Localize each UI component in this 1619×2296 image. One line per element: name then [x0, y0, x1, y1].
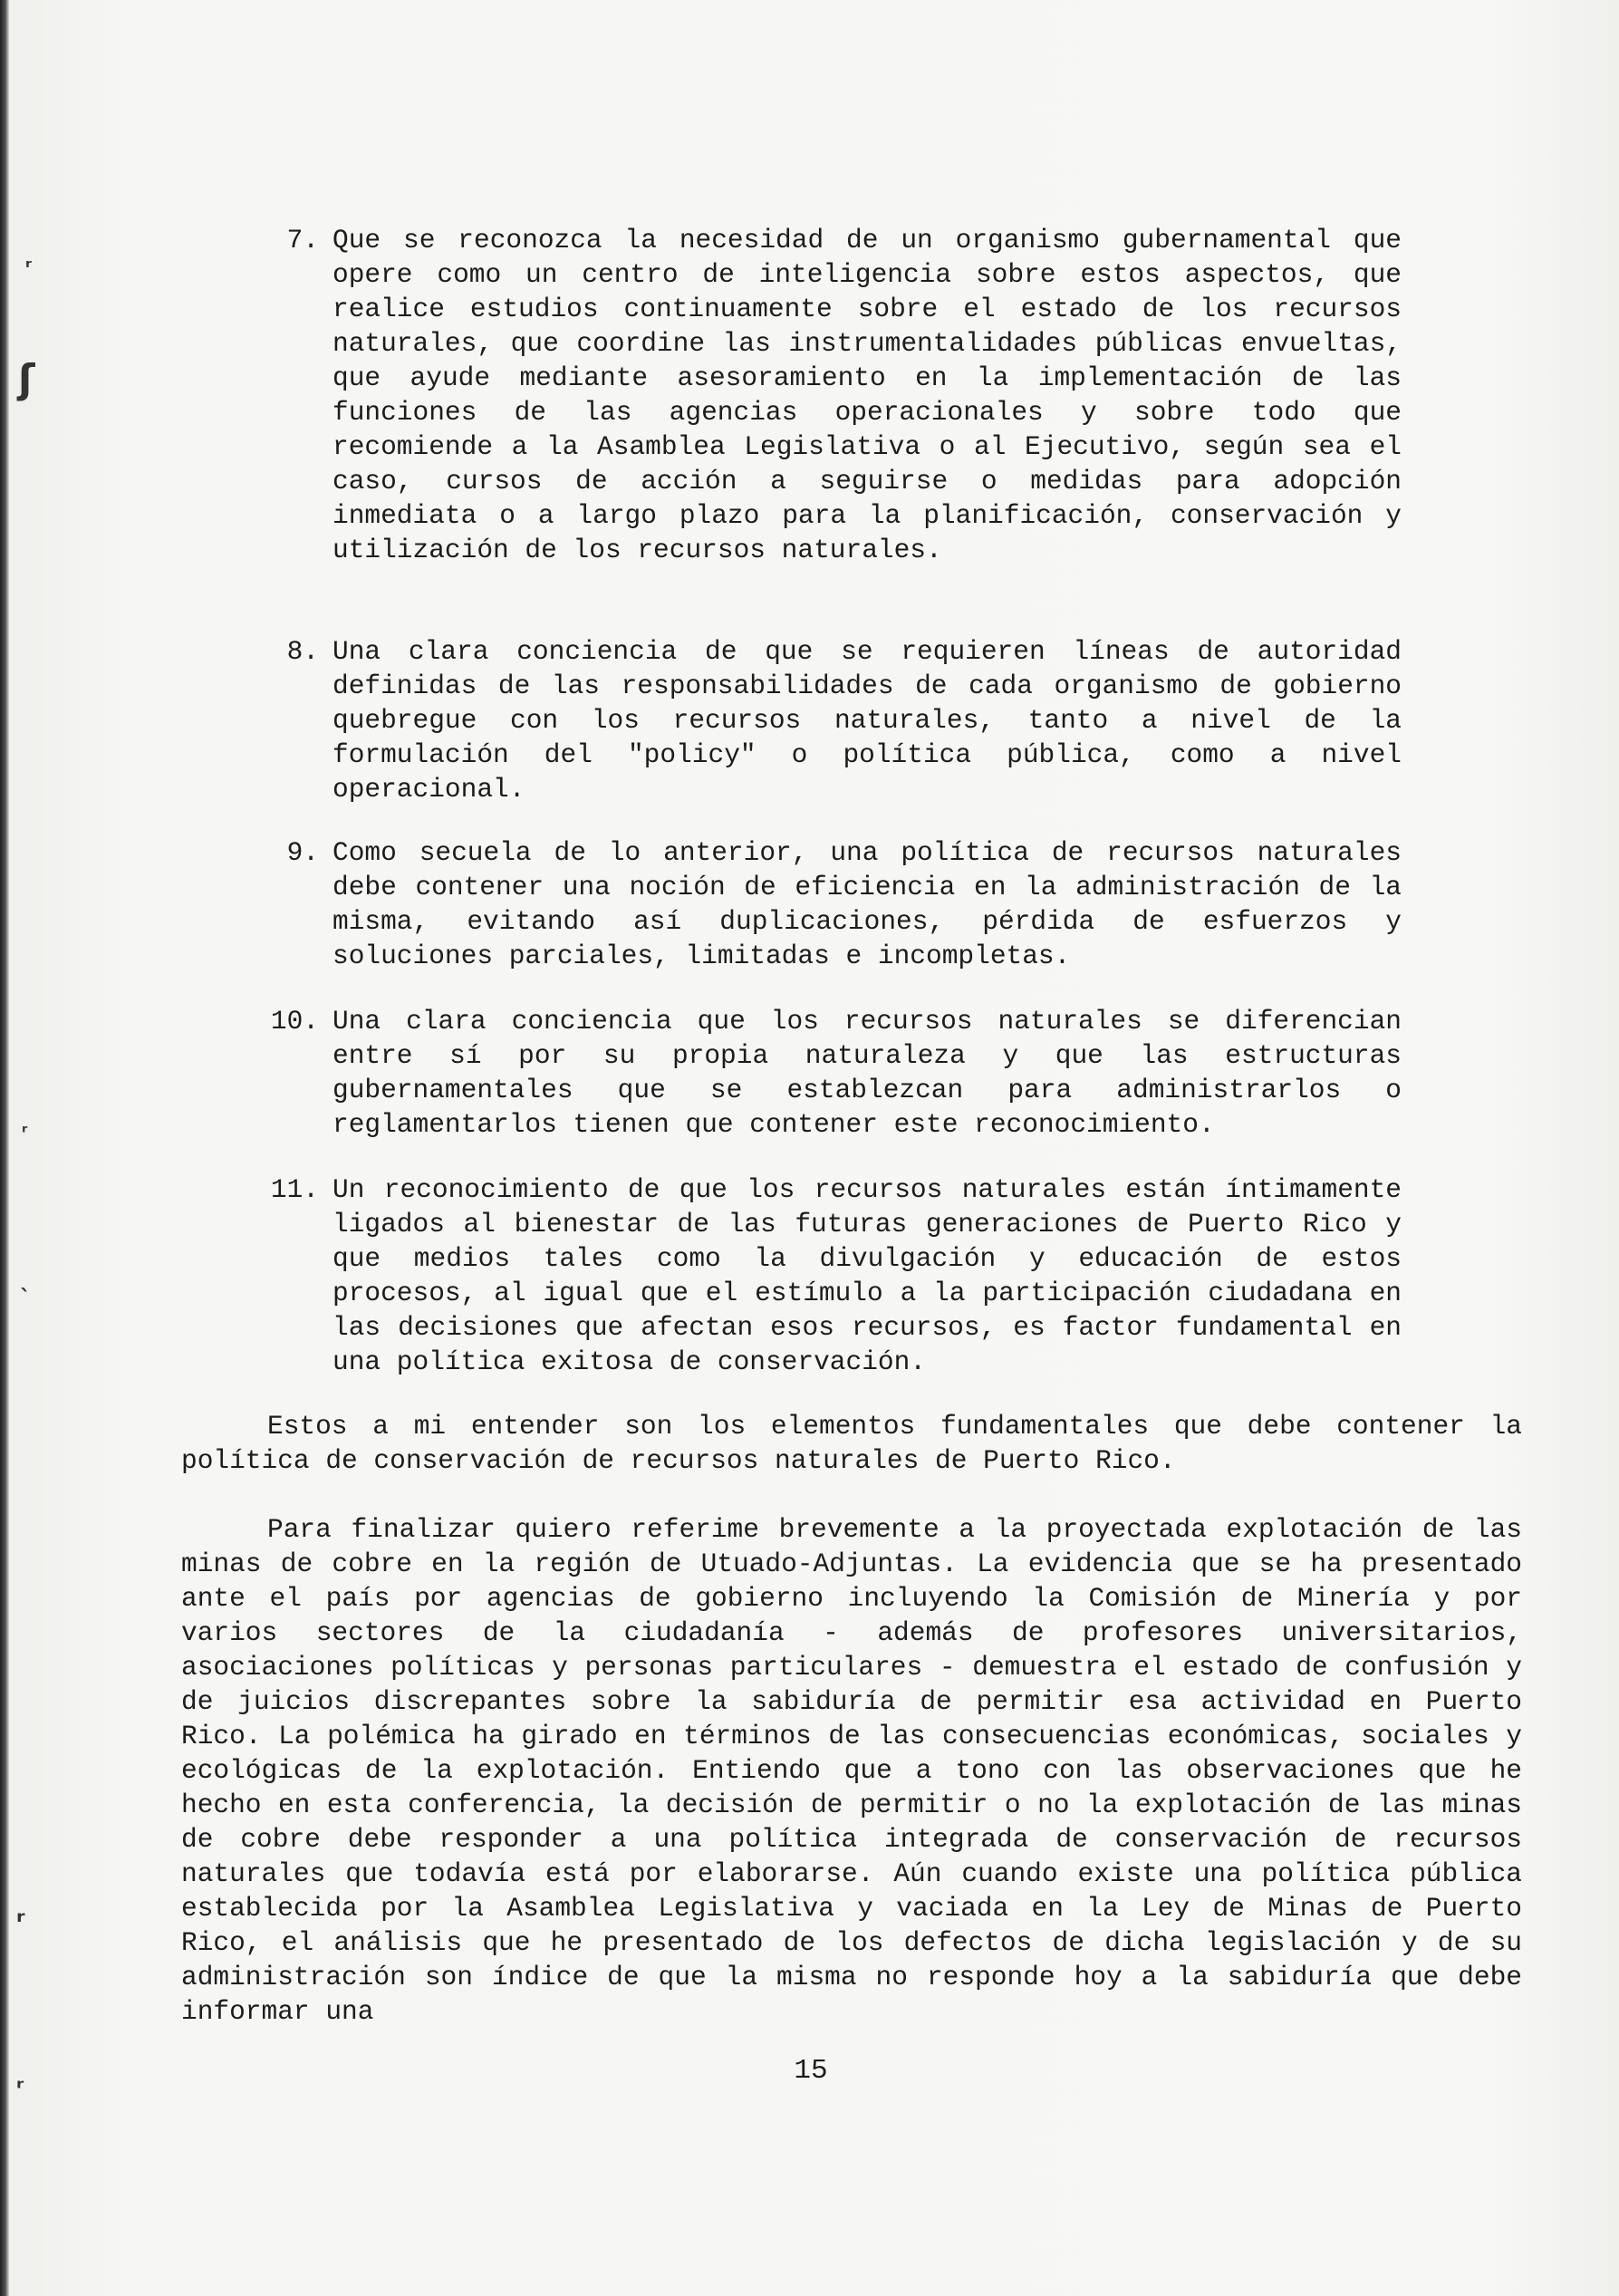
- list-item-text: Una clara conciencia que los recursos naturales se diferencian entre sí por su propia naturaleza y que las estructuras gubernamentales que se establezcan para administrarlos o reglamentarlos tienen que contener este reconocimiento.: [332, 1006, 1402, 1140]
- body-paragraph: Estos a mi entender son los elementos fundamentales que debe contener la política de conservación de recursos naturales de Puerto Rico.: [181, 1411, 1522, 1476]
- list-item-text: Un reconocimiento de que los recursos naturales están íntimamente ligados al bienestar de las futuras generaciones de Puerto Rico y que medios tales como la divulgación y educación de estos procesos, al igual que el estímulo a la participación ciudadana en las decisiones que afectan esos recursos, es factor fundamental en una política exitosa de conservación.: [332, 1174, 1402, 1377]
- list-item-number: 7.: [286, 225, 319, 256]
- scan-mark: ʳ: [25, 256, 32, 279]
- scan-mark: ʃ: [18, 356, 35, 402]
- body-paragraph: Para finalizar quiero referime brevemente a la proyectada explotación de las minas de cobre en la región de Utuado-Adjuntas. La evidencia que se ha presentado ante el país por agencias de gobierno incluyendo la Comisión de Minería y por varios sectores de la ciudadanía - además de profesores universitarios, asociaciones políticas y personas particulares - demuestra el estado de confusión y de juicios discrepantes sobre la sabiduría de permitir esa actividad en Puerto Rico. La polémica ha girado en términos de las consecuencias económicas, sociales y ecológicas de la explotación. Entiendo que a tono con las observaciones que he hecho en esta conferencia, la decisión de permitir o no la explotación de las minas de cobre debe responder a una política integrada de conservación de recursos naturales que todavía está por elaborarse. Aún cuando existe una política pública establecida por la Asamblea Legislativa y vaciada en la Ley de Minas de Puerto Rico, el análisis que he presentado de los defectos de dicha legislación y de su administración son índice de que la misma no responde hoy a la sabiduría que debe informar una: [181, 1514, 1522, 2027]
- list-item-text: Una clara conciencia de que se requieren líneas de autoridad definidas de las responsabilidades de cada organismo de gobierno quebregue con los recursos naturales, tanto a nivel de la formulación del "policy" o política pública, como a nivel operacional.: [332, 636, 1402, 805]
- page-number: 15: [794, 2055, 828, 2087]
- list-item-number: 10.: [270, 1006, 319, 1037]
- list-item-number: 9.: [286, 837, 319, 868]
- scan-mark: ʳ: [16, 1906, 25, 1938]
- scan-mark: ʳ: [22, 1121, 28, 1143]
- list-item-number: 8.: [286, 636, 319, 667]
- list-item-text: Que se reconozca la necesidad de un organismo gubernamental que opere como un centro de inteligencia sobre estos aspectos, que realice estudios continuamente sobre el estado de los recursos naturales, que coordine las instrumentalidades públicas envueltas, que ayude mediante asesoramiento en la implementación de las funciones de las agencias operacionales y sobre todo que recomiende a la Asamblea Legislativa o al Ejecutivo, según sea el caso, cursos de acción a seguirse o medidas para adopción inmediata o a largo plazo para la planificación, conservación y utilización de los recursos naturales.: [332, 225, 1402, 565]
- scan-mark: ʳ: [16, 2075, 24, 2102]
- list-item-number: 11.: [270, 1174, 319, 1205]
- scan-binding-edge: [0, 0, 9, 2296]
- scan-mark: ˎ: [20, 1267, 31, 1292]
- list-item-text: Como secuela de lo anterior, una política de recursos naturales debe contener una noción de eficiencia en la administración de la misma, evitando así duplicaciones, pérdida de esfuerzos y soluciones parciales, limitadas e incompletas.: [332, 837, 1402, 971]
